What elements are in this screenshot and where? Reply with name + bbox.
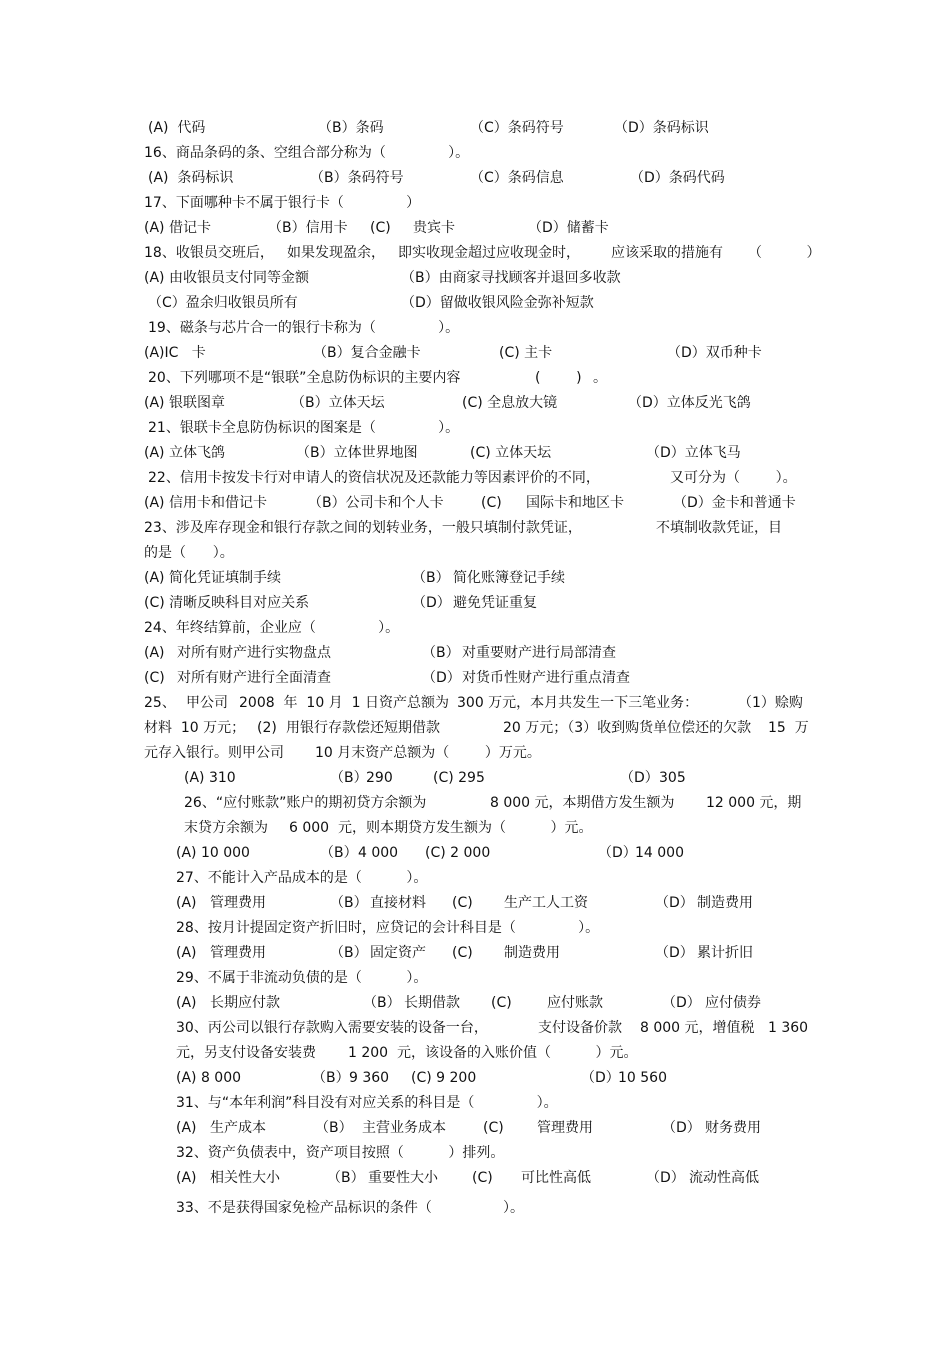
text-segment: 对所有财产进行全面清查 — [177, 670, 331, 686]
text-segment: （C）条码符号 — [470, 120, 564, 136]
text-segment: 甲公司 — [186, 695, 228, 711]
text-segment: 23、涉及库存现金和银行存款之间的划转业务，一般只填制付款凭证， — [144, 520, 582, 536]
text-segment: 9 360 — [349, 1070, 390, 1086]
text-segment: （B）条码 — [318, 120, 384, 136]
text-segment: 16、商品条码的条、空组合部分称为（ ）。 — [144, 145, 470, 161]
text-segment: (A) 代码 — [148, 120, 206, 136]
text-segment: （B）由商家寻找顾客并退回多收款 — [401, 270, 621, 286]
text-segment: （D）留做收银风险金弥补短款 — [401, 295, 594, 311]
text-segment: （C）盈余归收银员所有 — [148, 295, 298, 311]
text-segment: 支付设备价款 — [538, 1020, 622, 1036]
text-segment: （ ） — [748, 245, 821, 261]
text-segment: （B）信用卡 — [268, 220, 348, 236]
text-segment: ( ) — [535, 370, 582, 386]
text-segment: 25、 — [144, 695, 176, 711]
text-segment: 15 万 — [768, 720, 809, 736]
text-segment: 主营业务成本 — [362, 1120, 446, 1136]
text-segment: (A) 条码标识 — [148, 170, 234, 186]
text-segment: (A) 简化凭证填制手续 — [144, 570, 281, 586]
text-segment: (C) — [452, 945, 473, 961]
text-segment: 又可分为（ ）。 — [670, 470, 797, 486]
text-segment: (C) — [370, 220, 391, 236]
text-segment: （B） — [363, 995, 401, 1011]
text-segment: (C) 295 — [433, 770, 485, 786]
text-segment: 21、银联卡全息防伪标识的图案是（ ）。 — [148, 420, 460, 436]
text-segment: 生产工人工资 — [504, 895, 588, 911]
text-segment: （B） — [330, 770, 368, 786]
text-segment: 8 000 元，增值税 — [640, 1020, 755, 1036]
text-segment: （B） — [422, 645, 460, 661]
text-segment: （D） — [620, 770, 659, 786]
text-segment: 制造费用 — [697, 895, 753, 911]
text-segment: 8 000 元，本期借方发生额为 — [490, 795, 675, 811]
text-segment: 应该采取的措施有 — [611, 245, 723, 261]
text-segment: 如果发现盈余， — [287, 245, 385, 261]
text-segment: （D）双币种卡 — [667, 345, 762, 361]
text-segment: (C) 9 200 — [411, 1070, 477, 1086]
text-segment: (A) 310 — [184, 770, 236, 786]
text-segment: (A) — [176, 945, 197, 961]
text-segment: (C) — [144, 670, 165, 686]
text-segment: （B） — [327, 1170, 365, 1186]
text-segment: （B）立体天坛 — [291, 395, 385, 411]
text-segment: (A) 立体飞鸽 — [144, 445, 225, 461]
text-segment: (A) 借记卡 — [144, 220, 211, 236]
text-segment: (C) — [483, 1120, 504, 1136]
text-segment: 即实收现金超过应收现金时， — [398, 245, 580, 261]
text-segment: 应付账款 — [547, 995, 603, 1011]
text-segment: （D）条码标识 — [614, 120, 709, 136]
text-segment: 14 000 — [635, 845, 684, 861]
text-segment: (A) 银联图章 — [144, 395, 225, 411]
text-segment: （D） — [598, 845, 637, 861]
text-segment: 22、信用卡按发卡行对申请人的资信状况及还款能力等因素评价的不同， — [148, 470, 600, 486]
text-segment: 24、年终结算前，企业应（ ）。 — [144, 620, 400, 636]
text-segment: (C) — [481, 495, 502, 511]
text-segment: （D） — [655, 895, 694, 911]
text-segment: 固定资产 — [370, 945, 426, 961]
text-segment: （D） — [422, 670, 461, 686]
text-segment: (A) — [144, 645, 165, 661]
text-segment: 26、“应付账款”账户的期初贷方余额为 — [184, 795, 427, 811]
text-segment: 简化账簿登记手续 — [453, 570, 565, 586]
text-segment: 末贷方余额为 — [184, 820, 268, 836]
text-segment: 28、按月计提固定资产折旧时，应贷记的会计科目是（ ）。 — [176, 920, 600, 936]
text-segment: 19、磁条与芯片合一的银行卡称为（ ）。 — [148, 320, 460, 336]
text-segment: （D） — [412, 595, 451, 611]
text-segment: 国际卡和地区卡 — [526, 495, 624, 511]
text-segment: （C）条码信息 — [470, 170, 564, 186]
text-segment: (A) — [176, 1120, 197, 1136]
text-segment: (A) — [176, 995, 197, 1011]
text-segment: (A) — [176, 1170, 197, 1186]
text-segment: （1）赊购 — [738, 695, 803, 711]
text-segment: 材料 10 万元； — [144, 720, 246, 736]
text-segment: 1 200 元，该设备的入账价值（ ）元。 — [348, 1045, 638, 1061]
text-segment: （B） — [330, 895, 368, 911]
text-segment: 重要性大小 — [368, 1170, 438, 1186]
text-segment: 4 000 — [358, 845, 399, 861]
text-segment: 12 000 元，期 — [706, 795, 802, 811]
text-segment: (A) 10 000 — [176, 845, 250, 861]
text-segment: 不填制收款凭证，目 — [656, 520, 782, 536]
text-segment: （B） — [312, 1070, 350, 1086]
text-segment: (A) 信用卡和借记卡 — [144, 495, 267, 511]
text-segment: 305 — [659, 770, 686, 786]
text-segment: （B） — [412, 570, 450, 586]
text-segment: （B） — [320, 845, 358, 861]
text-segment: 2008 年 10 月 1 日资产总额为 — [239, 695, 449, 711]
text-segment: 直接材料 — [370, 895, 426, 911]
text-segment: (C) — [452, 895, 473, 911]
text-segment: 31、与“本年利润”科目没有对应关系的科目是（ ）。 — [176, 1095, 558, 1111]
text-segment: 1 360 — [768, 1020, 809, 1036]
text-segment: 29、不属于非流动负债的是（ ）。 — [176, 970, 428, 986]
text-segment: (C) 清晰反映科目对应关系 — [144, 595, 310, 611]
text-segment: （D）立体反光飞鸽 — [628, 395, 751, 411]
text-segment: (C) 2 000 — [425, 845, 491, 861]
text-segment: (2) — [257, 720, 277, 736]
text-segment: 应付债券 — [705, 995, 761, 1011]
text-segment: 的是（ ）。 — [144, 545, 234, 561]
text-segment: 10 560 — [618, 1070, 667, 1086]
text-segment: 管理费用 — [210, 895, 266, 911]
text-segment: (A) 由收银员支付同等金额 — [144, 270, 309, 286]
text-segment: （D）立体飞马 — [646, 445, 741, 461]
text-segment: 290 — [366, 770, 393, 786]
text-segment: （B）条码符号 — [310, 170, 404, 186]
text-segment: 元存入银行。则甲公司 — [144, 745, 284, 761]
text-segment: (C) 主卡 — [499, 345, 553, 361]
text-segment: (C) — [491, 995, 512, 1011]
text-segment: （D）储蓄卡 — [528, 220, 609, 236]
text-segment: (C) 立体天坛 — [470, 445, 552, 461]
text-segment: （B）复合金融卡 — [313, 345, 421, 361]
text-segment: (A)IC 卡 — [144, 345, 206, 361]
text-segment: 长期借款 — [404, 995, 460, 1011]
text-segment: 累计折旧 — [697, 945, 753, 961]
text-segment: 。 — [593, 370, 607, 386]
text-segment: 17、下面哪种卡不属于银行卡（ ） — [144, 195, 421, 211]
text-segment: 财务费用 — [705, 1120, 761, 1136]
text-segment: 10 月末资产总额为（ ）万元。 — [315, 745, 541, 761]
text-segment: 对重要财产进行局部清查 — [462, 645, 616, 661]
text-segment: 对货币性财产进行重点清查 — [462, 670, 630, 686]
text-segment: 长期应付款 — [210, 995, 280, 1011]
text-segment: （D） — [646, 1170, 685, 1186]
text-segment: （D） — [662, 995, 701, 1011]
text-segment: 300 万元，本月共发生一下三笔业务： — [457, 695, 699, 711]
text-segment: 贵宾卡 — [413, 220, 455, 236]
text-segment: （B）立体世界地图 — [296, 445, 418, 461]
text-segment: （B）公司卡和个人卡 — [308, 495, 444, 511]
text-segment: 可比性高低 — [521, 1170, 591, 1186]
text-segment: 对所有财产进行实物盘点 — [177, 645, 331, 661]
text-segment: (A) — [176, 895, 197, 911]
text-segment: （D） — [581, 1070, 620, 1086]
text-segment: (C) 全息放大镜 — [462, 395, 558, 411]
text-segment: （B） — [330, 945, 368, 961]
text-segment: 20 万元；（3）收到购货单位偿还的欠款 — [503, 720, 752, 736]
text-segment: (C) — [472, 1170, 493, 1186]
text-segment: 生产成本 — [210, 1120, 266, 1136]
text-segment: 32、资产负债表中，资产项目按照（ ）排列。 — [176, 1145, 505, 1161]
text-segment: （D）金卡和普通卡 — [673, 495, 796, 511]
text-segment: 元，另支付设备安装费 — [176, 1045, 316, 1061]
text-segment: 流动性高低 — [689, 1170, 759, 1186]
text-segment: 避免凭证重复 — [453, 595, 537, 611]
text-segment: 管理费用 — [537, 1120, 593, 1136]
text-segment: 制造费用 — [504, 945, 560, 961]
text-segment: 20、下列哪项不是“银联”全息防伪标识的主要内容 — [148, 370, 461, 386]
text-segment: 18、收银员交班后， — [144, 245, 274, 261]
text-segment: 6 000 元，则本期贷方发生额为（ ）元。 — [289, 820, 593, 836]
text-segment: 用银行存款偿还短期借款 — [286, 720, 440, 736]
text-segment: 30、丙公司以银行存款购入需要安装的设备一台， — [176, 1020, 488, 1036]
text-segment: (A) 8 000 — [176, 1070, 242, 1086]
text-segment: 33、不是获得国家免检产品标识的条件（ ）。 — [176, 1200, 525, 1216]
text-segment: 管理费用 — [210, 945, 266, 961]
text-segment: 27、不能计入产品成本的是（ ）。 — [176, 870, 428, 886]
text-segment: 相关性大小 — [210, 1170, 280, 1186]
text-segment: （D） — [655, 945, 694, 961]
text-segment: （D）条码代码 — [630, 170, 725, 186]
text-segment: （B） — [315, 1120, 353, 1136]
text-segment: （D） — [662, 1120, 701, 1136]
